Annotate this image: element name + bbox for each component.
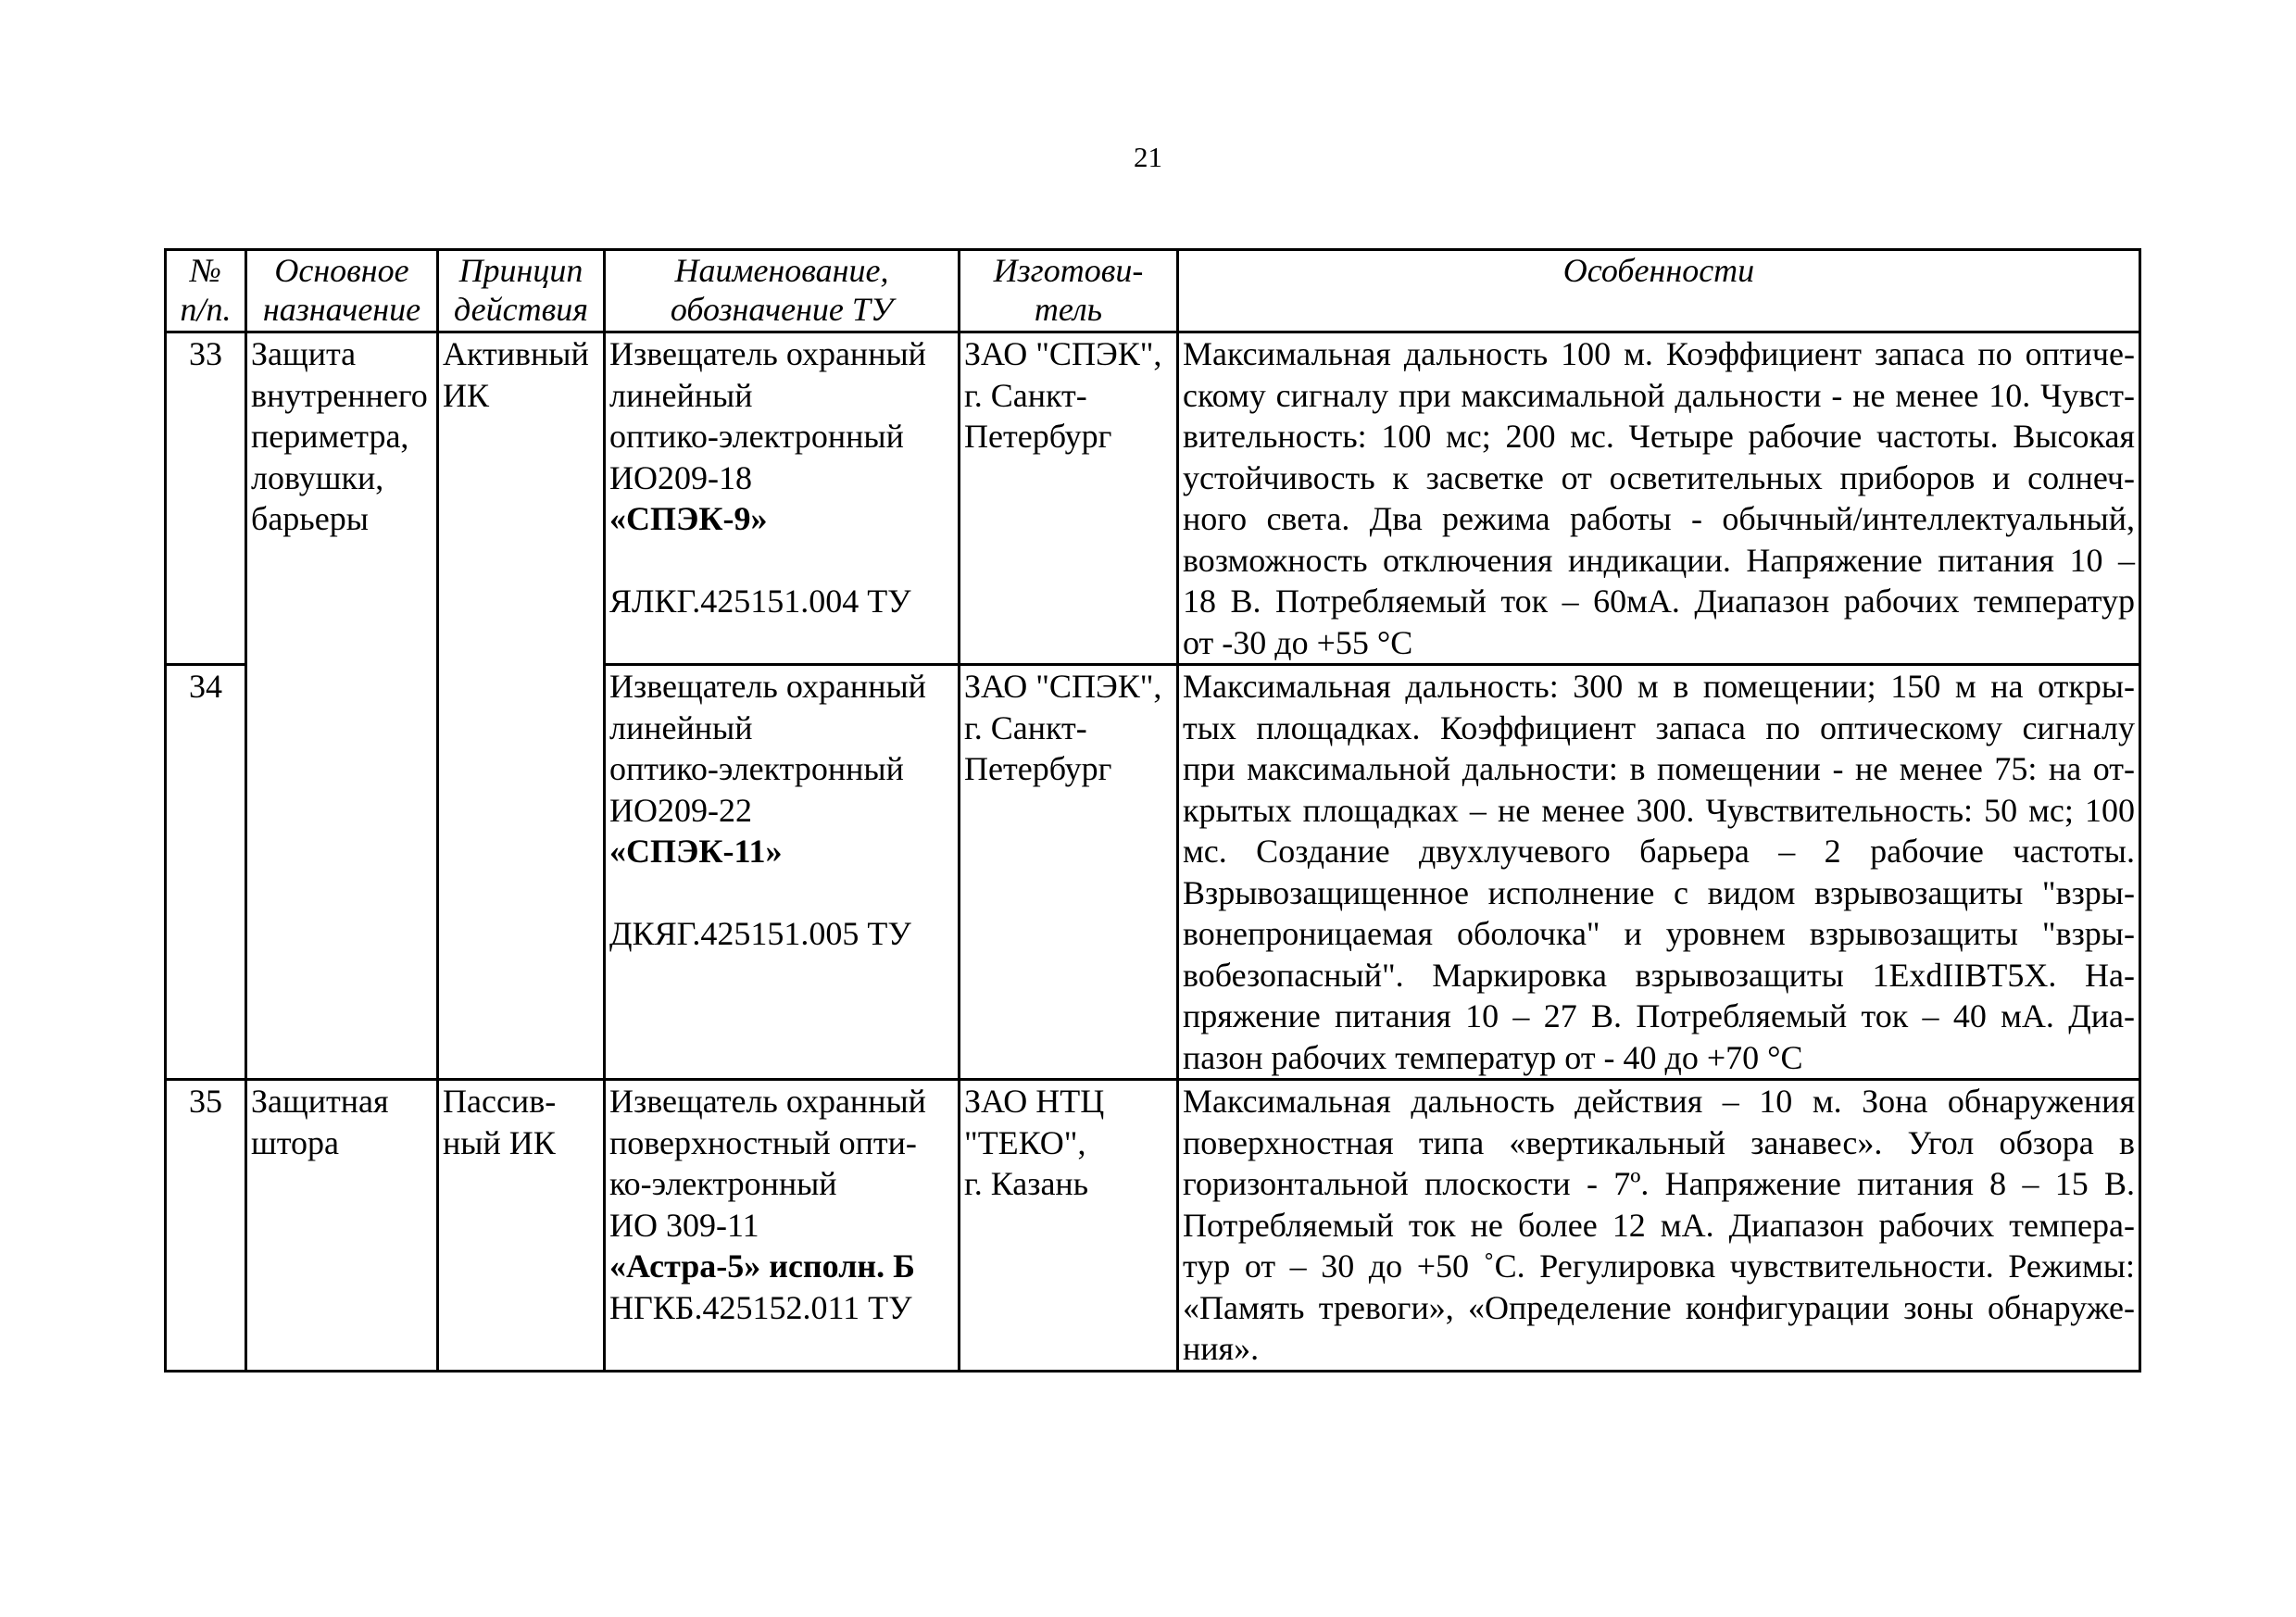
header-maker: Изготови- тель <box>960 250 1178 332</box>
header-features: Особенности <box>1178 250 2140 332</box>
header-num: № п/п. <box>166 250 246 332</box>
maker-cell: ЗАО НТЦ "ТЕКО", г. Казань <box>960 1080 1178 1372</box>
row-number: 33 <box>166 332 246 665</box>
principle-cell: Пассив- ный ИК <box>438 1080 605 1372</box>
purpose-cell: Защитная штора <box>246 1080 438 1372</box>
header-purpose: Основное назначение <box>246 250 438 332</box>
row-number: 35 <box>166 1080 246 1372</box>
page-number: 21 <box>1134 141 1162 173</box>
purpose-cell: Защита внутреннего периметра, ловушки, барьеры <box>246 332 438 1080</box>
model-name: «СПЭК-11» <box>609 833 783 870</box>
features-cell: Максимальная дальность действия – 10 м. Зона обнаружения поверхностная типа «вертикальный занавес». Угол обзора в горизонтальной плоскости - 7º. Напряжение питания 8 – 15 В. Потребляемый ток не более 12 мА. Диапазон рабочих темпера- тур от – 30 до +50 ˚С. Регулировка чувствительности. Режимы: «Память тревоги», «Определение конфигурации зоны обнаруже- ния». <box>1178 1080 2140 1372</box>
tu-designation: ЯЛКГ.425151.004 ТУ <box>609 583 911 620</box>
maker-cell: ЗАО "СПЭК", г. Санкт- Петербург <box>960 332 1178 665</box>
header-name: Наименование, обозначение ТУ <box>605 250 960 332</box>
features-cell: Максимальная дальность 100 м. Коэффициент запаса по оптиче- скому сигналу при максимальной дальности - не менее 10. Чувст- вительность: 100 мс; 200 мс. Четыре рабочие частоты. Высокая устойчивость к засветке от осветительных приборов и солнеч- ного света. Два режима работы - обычный/интеллектуальный, возможность отключения индикации. Напряжение питания 10 – 18 В. Потребляемый ток – 60мА. Диапазон рабочих температур от -30 до +55 °С <box>1178 332 2140 665</box>
tu-designation: НГКБ.425152.011 ТУ <box>609 1288 912 1326</box>
name-cell: Извещатель охранный линейный оптико-электронный ИО209-18 «СПЭК-9» ЯЛКГ.425151.004 ТУ <box>605 332 960 665</box>
table-row <box>166 1080 2140 1372</box>
header-principle: Принцип действия <box>438 250 605 332</box>
features-cell: Максимальная дальность: 300 м в помещении; 150 м на откры- тых площадках. Коэффициент запаса по оптическому сигналу при максимальной дальности: в помещении - не менее 75: на от- крытых площадках – не менее 300. Чувствительность: 50 мс; 100 мс. Создание двухлучевого барьера – 2 рабочие частоты. Взрывозащищенное исполнение с видом взрывозащиты "взры- вонепроницаемая оболочка" и уровнем взрывозащиты "взры- вобезопасный". Маркировка взрывозащиты 1ExdIIBT5X. На- пряжение питания 10 – 27 В. Потребляемый ток – 40 мА. Диа- пазон рабочих температур от - 40 до +70 °С <box>1178 665 2140 1080</box>
model-name: «Астра-5» исполн. Б <box>609 1247 915 1285</box>
equipment-spec-table <box>164 248 2141 1373</box>
tu-designation: ДКЯГ.425151.005 ТУ <box>609 915 911 952</box>
table-row <box>166 332 2140 665</box>
principle-cell: Активный ИК <box>438 332 605 1080</box>
maker-cell: ЗАО "СПЭК", г. Санкт- Петербург <box>960 665 1178 1080</box>
model-name: «СПЭК-9» <box>609 500 768 537</box>
row-number: 34 <box>166 665 246 1080</box>
table-header-row <box>166 250 2140 332</box>
name-cell: Извещатель охранный поверхностный опти- ко-электронный ИО 309-11 «Астра-5» исполн. Б НГКБ.425152.011 ТУ <box>605 1080 960 1372</box>
name-cell: Извещатель охранный линейный оптико-электронный ИО209-22 «СПЭК-11» ДКЯГ.425151.005 ТУ <box>605 665 960 1080</box>
